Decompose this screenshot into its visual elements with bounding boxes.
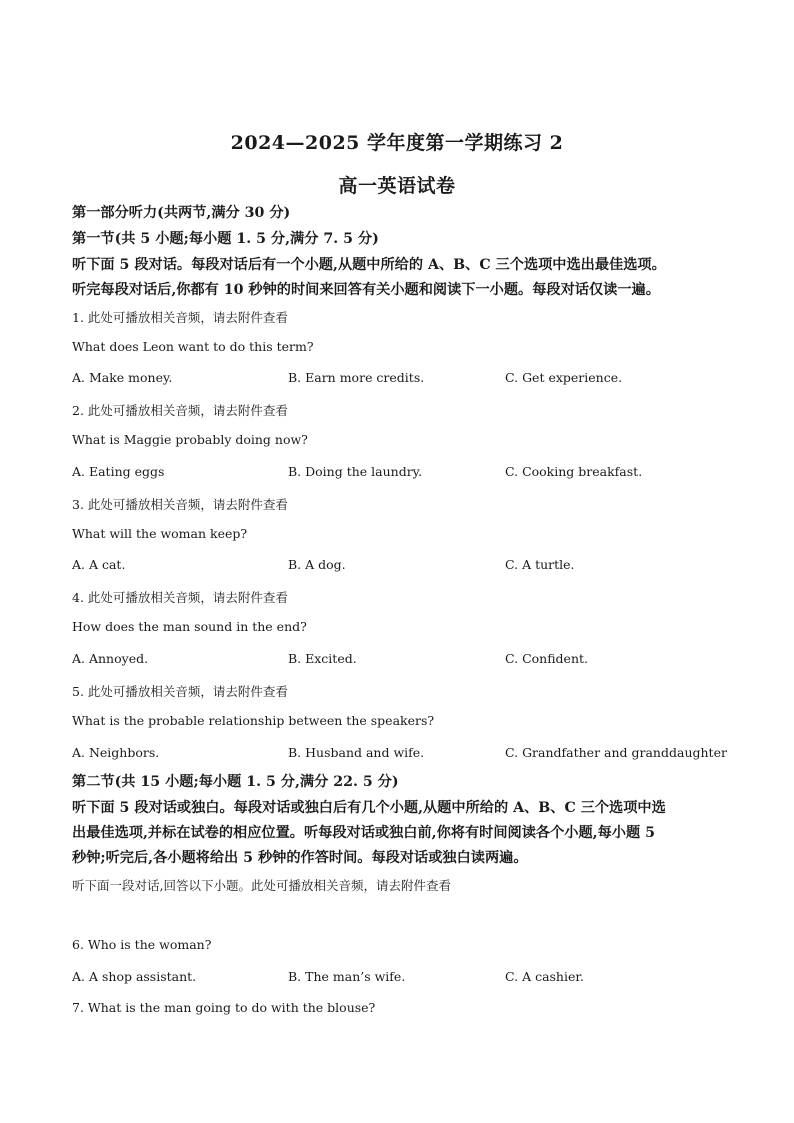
audio-note: 3. 此处可播放相关音频，请去附件查看 (72, 497, 288, 512)
section1-heading: 第一节(共 5 小题;每小题 1. 5 分,满分 7. 5 分) (72, 231, 379, 247)
section2-instruction-line: 秒钟;听完后,各小题将给出 5 秒钟的作答时间。每段对话或独白读两遍。 (72, 850, 528, 866)
part1-heading: 第一部分听力(共两节,满分 30 分) (72, 205, 291, 221)
option-b: B. Earn more credits. (288, 370, 425, 385)
question-text: 7. What is the man going to do with the blouse? (72, 1000, 376, 1015)
option-b: B. A dog. (288, 557, 346, 572)
question-text: What will the woman keep? (72, 526, 248, 541)
question-text: What is Maggie probably doing now? (72, 432, 308, 447)
audio-note: 4. 此处可播放相关音频，请去附件查看 (72, 590, 288, 605)
option-c: C. A turtle. (505, 557, 575, 572)
option-a: A. Make money. (72, 370, 173, 385)
audio-note: 1. 此处可播放相关音频，请去附件查看 (72, 310, 288, 325)
option-b: B. Excited. (288, 651, 357, 666)
exam-title: 2024—2025 学年度第一学期练习 2 (230, 132, 564, 154)
option-c: C. Cooking breakfast. (505, 464, 643, 479)
question-text: What is the probable relationship between the speakers? (72, 713, 435, 728)
audio-note: 5. 此处可播放相关音频，请去附件查看 (72, 684, 288, 699)
dialogue-intro: 听下面一段对话,回答以下小题。此处可播放相关音频，请去附件查看 (72, 878, 451, 893)
option-a: A. Eating eggs (72, 464, 165, 479)
section2-heading: 第二节(共 15 小题;每小题 1. 5 分,满分 22. 5 分) (72, 774, 399, 790)
option-a: A. A cat. (72, 557, 126, 572)
option-a: A. Neighbors. (72, 745, 160, 760)
question-text: How does the man sound in the end? (72, 619, 307, 634)
option-a: A. A shop assistant. (72, 969, 197, 984)
option-b: B. Husband and wife. (288, 745, 425, 760)
option-a: A. Annoyed. (72, 651, 149, 666)
section1-instruction-line: 听完每段对话后,你都有 10 秒钟的时间来回答有关小题和阅读下一小题。每段对话仅读一遍。 (72, 282, 660, 298)
option-c: C. Grandfather and granddaughter (505, 745, 727, 760)
option-c: C. Confident. (505, 651, 588, 666)
question-text: 6. Who is the woman? (72, 937, 212, 952)
exam-subtitle: 高一英语试卷 (338, 175, 456, 197)
option-b: B. Doing the laundry. (288, 464, 423, 479)
option-b: B. The man’s wife. (288, 969, 406, 984)
option-c: C. Get experience. (505, 370, 623, 385)
option-c: C. A cashier. (505, 969, 584, 984)
audio-note: 2. 此处可播放相关音频，请去附件查看 (72, 403, 288, 418)
section2-instruction-line: 听下面 5 段对话或独白。每段对话或独白后有几个小题,从题中所给的 A、B、C 三个选项中选 (72, 800, 666, 816)
question-text: What does Leon want to do this term? (72, 339, 314, 354)
section1-instruction-line: 听下面 5 段对话。每段对话后有一个小题,从题中所给的 A、B、C 三个选项中选出最佳选项。 (72, 257, 666, 273)
section2-instruction-line: 出最佳选项,并标在试卷的相应位置。听每段对话或独白前,你将有时间阅读各个小题,每小题 5 (72, 825, 655, 841)
